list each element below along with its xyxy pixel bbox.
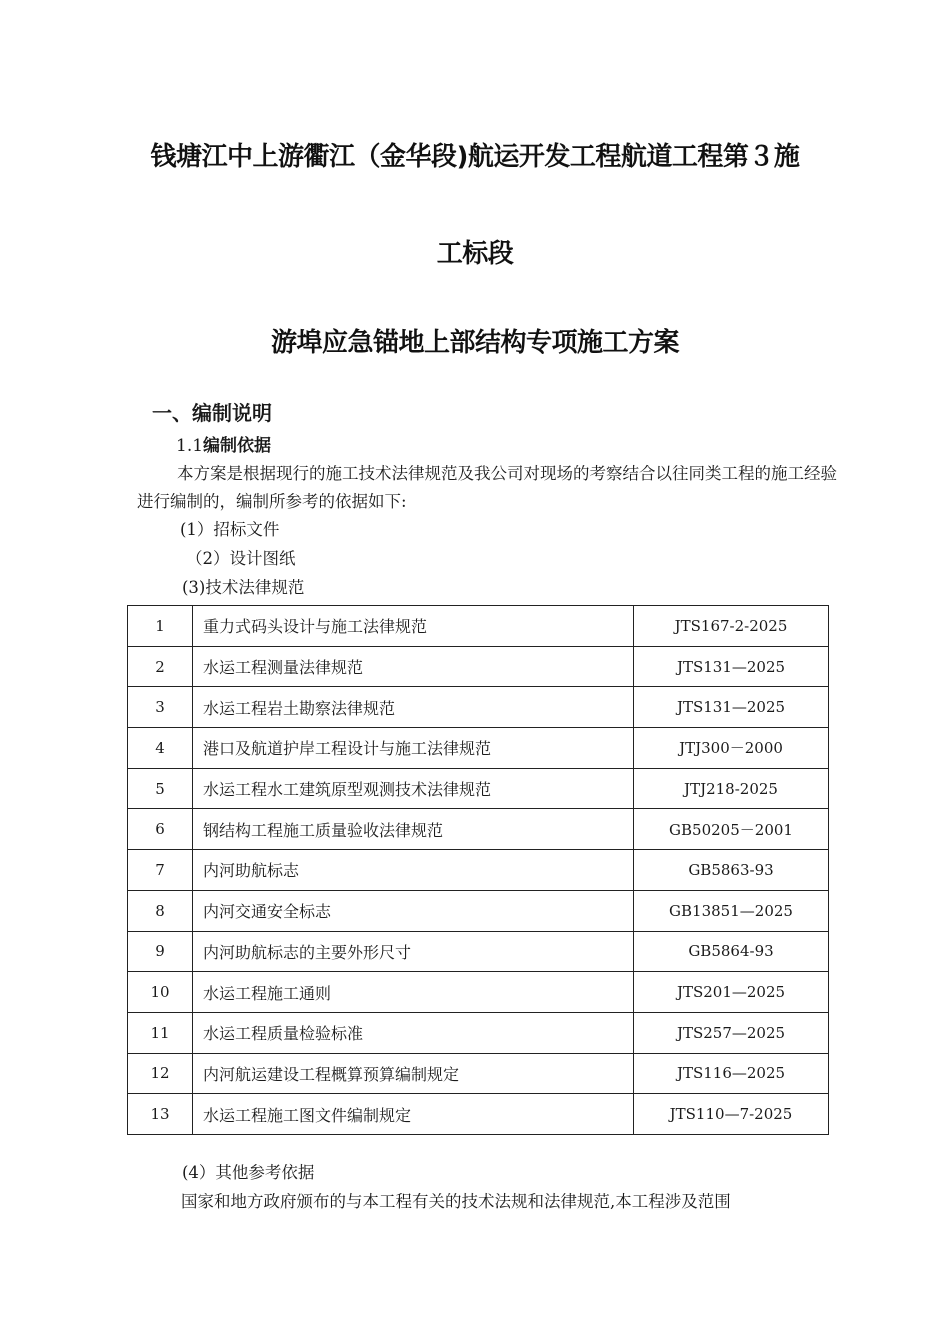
standard-code: JTS131—2025	[634, 646, 829, 687]
closing-paragraph: 国家和地方政府颁布的与本工程有关的技术法规和法律规范,本工程涉及范围	[181, 1192, 731, 1211]
standard-code: JTS167-2-2025	[634, 606, 829, 647]
standard-code: JTS116—2025	[634, 1053, 829, 1094]
standard-name: 内河助航标志的主要外形尺寸	[193, 931, 634, 972]
table-row	[128, 768, 829, 809]
standard-code: GB5864-93	[634, 931, 829, 972]
standard-code: GB5863-93	[634, 850, 829, 891]
standard-code: JTS131—2025	[634, 687, 829, 728]
standards-table-body	[128, 606, 829, 1135]
row-number: 8	[128, 890, 193, 931]
section-heading: 一、编制说明	[152, 401, 272, 425]
standard-name: 水运工程施工图文件编制规定	[193, 1094, 634, 1135]
intro-paragraph: 本方案是根据现行的施工技术法律规范及我公司对现场的考察结合以往同类工程的施工经验进行编制的，编制所参考的依据如下:	[137, 464, 837, 511]
table-row	[128, 646, 829, 687]
document-title-line-2: 工标段	[436, 239, 514, 269]
document-subtitle: 游埠应急锚地上部结构专项施工方案	[270, 328, 679, 358]
standard-name: 内河助航标志	[193, 850, 634, 891]
standard-name: 内河航运建设工程概算预算编制规定	[193, 1053, 634, 1094]
standard-name: 水运工程测量法律规范	[193, 646, 634, 687]
row-number: 12	[128, 1053, 193, 1094]
document-title-line-1: 钱塘江中上游衢江（金华段)航运开发工程航道工程第３施	[150, 142, 800, 172]
row-number: 13	[128, 1094, 193, 1135]
row-number: 2	[128, 646, 193, 687]
table-row	[128, 809, 829, 850]
row-number: 9	[128, 931, 193, 972]
row-number: 3	[128, 687, 193, 728]
standard-name: 重力式码头设计与施工法律规范	[193, 606, 634, 647]
standards-table	[127, 605, 829, 1135]
subsection-title: 编制依据	[203, 436, 272, 456]
basis-item-1: (1）招标文件	[180, 520, 280, 539]
standard-name: 水运工程施工通则	[193, 972, 634, 1013]
standard-name: 水运工程水工建筑原型观测技术法律规范	[193, 768, 634, 809]
row-number: 1	[128, 606, 193, 647]
row-number: 5	[128, 768, 193, 809]
standard-name: 内河交通安全标志	[193, 890, 634, 931]
row-number: 10	[128, 972, 193, 1013]
standard-name: 水运工程岩土勘察法律规范	[193, 687, 634, 728]
subsection-number: 1.1	[176, 436, 204, 456]
standard-code: JTS257—2025	[634, 1012, 829, 1053]
subsection-heading	[176, 431, 271, 456]
basis-item-3: (3)技术法律规范	[182, 578, 305, 597]
row-number: 7	[128, 850, 193, 891]
basis-item-4: (4）其他参考依据	[182, 1163, 315, 1182]
table-row	[128, 972, 829, 1013]
basis-item-2: （2）设计图纸	[186, 549, 296, 568]
standard-code: JTS201—2025	[634, 972, 829, 1013]
table-row	[128, 1053, 829, 1094]
standard-name: 水运工程质量检验标准	[193, 1012, 634, 1053]
table-row	[128, 728, 829, 769]
table-row	[128, 890, 829, 931]
row-number: 11	[128, 1012, 193, 1053]
standard-code: GB50205－2001	[634, 809, 829, 850]
table-row	[128, 687, 829, 728]
table-row	[128, 931, 829, 972]
table-row	[128, 606, 829, 647]
standard-code: JTS110—7-2025	[634, 1094, 829, 1135]
standard-name: 港口及航道护岸工程设计与施工法律规范	[193, 728, 634, 769]
table-row	[128, 1094, 829, 1135]
table-row	[128, 850, 829, 891]
row-number: 4	[128, 728, 193, 769]
standard-code: JTJ300－2000	[634, 728, 829, 769]
row-number: 6	[128, 809, 193, 850]
standard-name: 钢结构工程施工质量验收法律规范	[193, 809, 634, 850]
standard-code: GB13851—2025	[634, 890, 829, 931]
table-row	[128, 1012, 829, 1053]
standard-code: JTJ218-2025	[634, 768, 829, 809]
